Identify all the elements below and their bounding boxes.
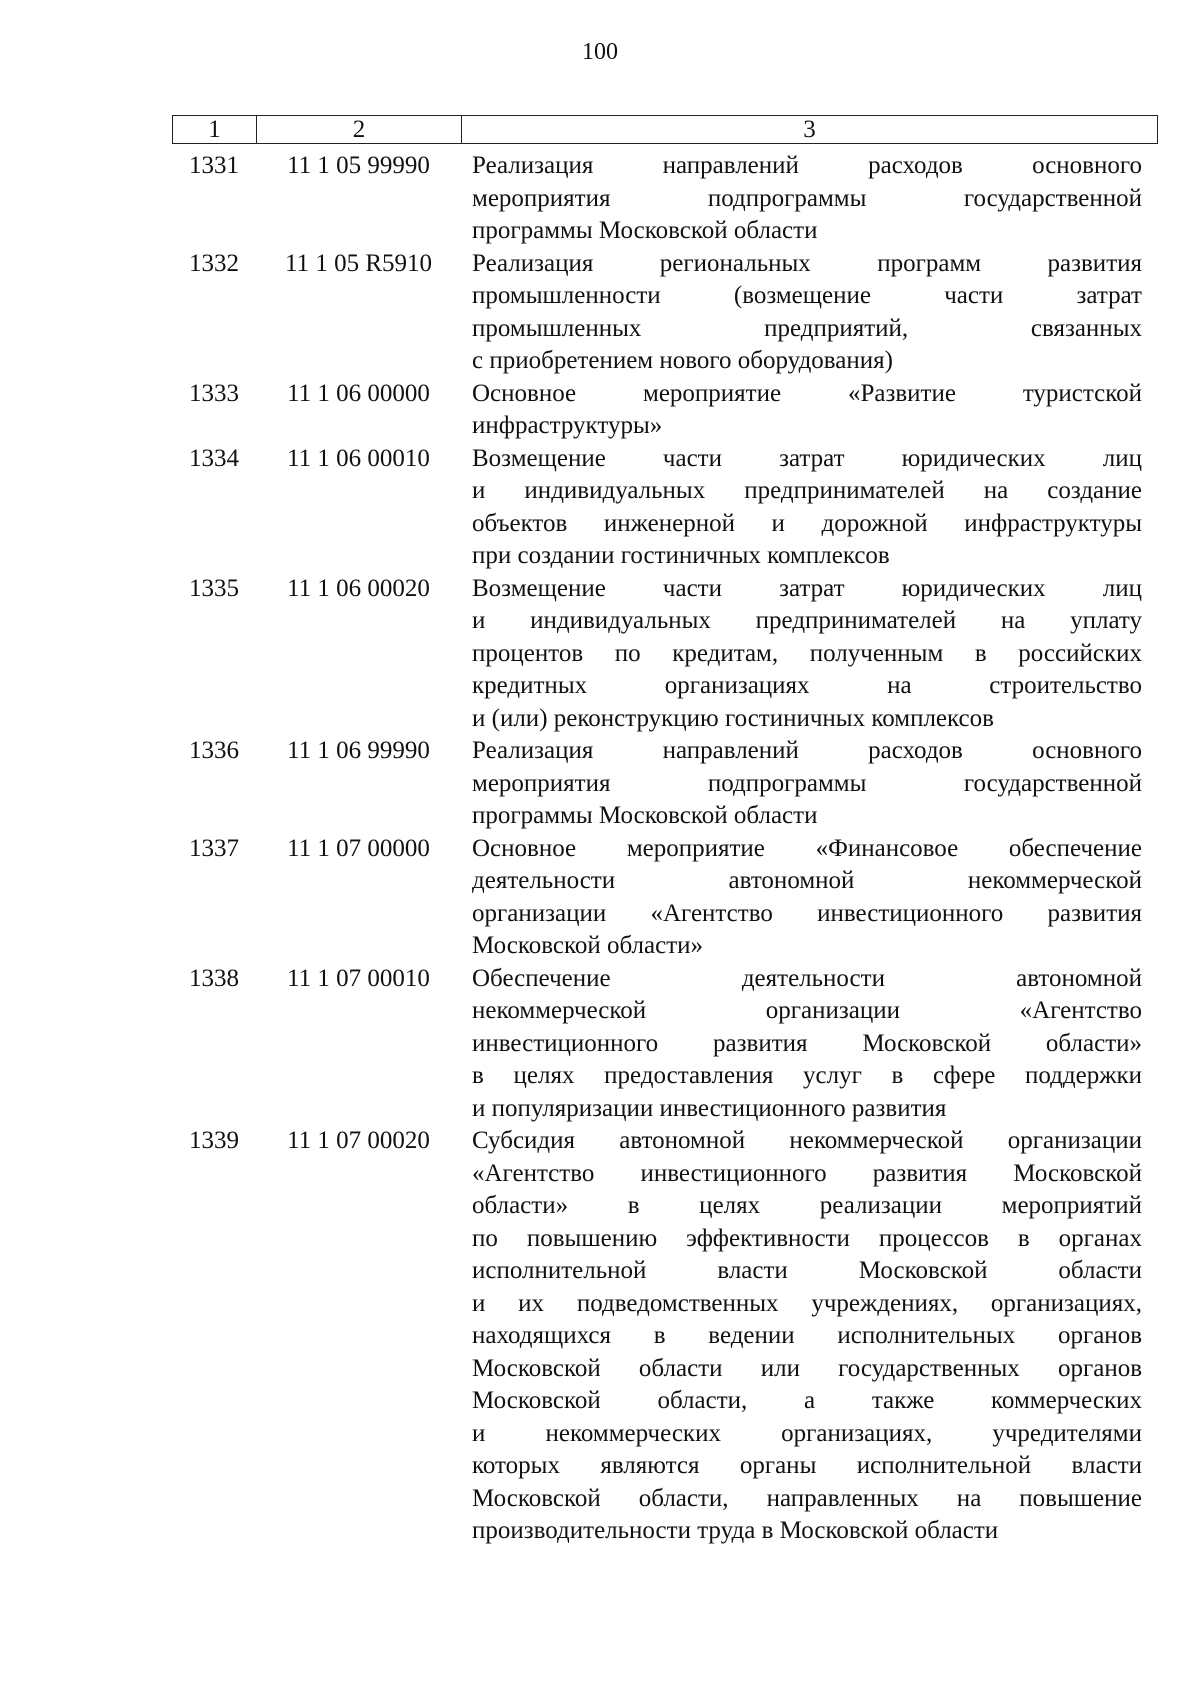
row-code: 11 1 06 00000 bbox=[287, 379, 430, 407]
row-description bbox=[472, 248, 1142, 378]
description-line: объектов инженерной и дорожной инфраструктуры bbox=[472, 509, 1142, 537]
description-line: по повышению эффективности процессов в органах bbox=[472, 1224, 1142, 1252]
description-line: «Агентство инвестиционного развития Московской bbox=[472, 1159, 1142, 1187]
description-line: с приобретением нового оборудования) bbox=[472, 347, 893, 374]
row-number: 1332 bbox=[189, 249, 239, 277]
header-col-3: 3 bbox=[803, 116, 816, 143]
table-row bbox=[172, 150, 1158, 248]
header-col-2: 2 bbox=[257, 116, 462, 143]
description-line: деятельности автономной некоммерческой bbox=[472, 867, 1142, 894]
row-number: 1331 bbox=[189, 152, 239, 179]
header-col-1: 1 bbox=[173, 116, 257, 143]
row-number: 1334 bbox=[189, 444, 239, 472]
description-line: промышленности (возмещение части затрат bbox=[472, 282, 1142, 309]
description-line: находящихся в ведении исполнительных органов bbox=[472, 1322, 1142, 1349]
row-description bbox=[472, 735, 1142, 833]
description-line: Московской области, а также коммерческих bbox=[472, 1387, 1142, 1414]
description-line: Возмещение части затрат юридических лиц bbox=[472, 574, 1142, 602]
description-line: мероприятия подпрограммы государственной bbox=[472, 769, 1142, 797]
row-number: 1337 bbox=[189, 834, 239, 862]
table-header bbox=[172, 115, 1158, 144]
description-line: исполнительной власти Московской области bbox=[472, 1257, 1142, 1284]
row-description bbox=[472, 443, 1142, 573]
description-line: Реализация направлений расходов основного bbox=[472, 737, 1142, 764]
row-number: 1333 bbox=[189, 379, 239, 407]
description-line: программы Московской области bbox=[472, 217, 818, 244]
description-line: в целях предоставления услуг в сфере поддержки bbox=[472, 1062, 1142, 1089]
table-row bbox=[172, 735, 1158, 833]
description-line: и их подведомственных учреждениях, организациях, bbox=[472, 1289, 1142, 1317]
description-line: и некоммерческих организациях, учредителями bbox=[472, 1419, 1142, 1447]
row-number: 1338 bbox=[189, 964, 239, 992]
row-code: 11 1 07 00010 bbox=[287, 964, 430, 992]
description-line: при создании гостиничных комплексов bbox=[472, 542, 890, 569]
description-line: кредитных организациях на строительство bbox=[472, 672, 1142, 699]
description-line: и индивидуальных предпринимателей на создание bbox=[472, 477, 1142, 504]
row-description bbox=[472, 573, 1142, 736]
description-line: Возмещение части затрат юридических лиц bbox=[472, 444, 1142, 472]
description-line: Реализация направлений расходов основного bbox=[472, 152, 1142, 179]
description-line: Московской области или государственных органов bbox=[472, 1354, 1142, 1382]
description-line: Обеспечение деятельности автономной bbox=[472, 964, 1142, 992]
description-line: инфраструктуры» bbox=[472, 412, 663, 439]
description-line: Реализация региональных программ развития bbox=[472, 249, 1142, 277]
row-code: 11 1 07 00000 bbox=[287, 834, 430, 862]
table-row bbox=[172, 1125, 1158, 1548]
row-number: 1336 bbox=[189, 737, 239, 764]
row-code: 11 1 06 99990 bbox=[287, 737, 430, 764]
row-code: 11 1 06 00020 bbox=[287, 574, 430, 602]
description-line: Субсидия автономной некоммерческой организации bbox=[472, 1127, 1142, 1154]
row-code: 11 1 05 99990 bbox=[287, 152, 430, 179]
description-line: и популяризации инвестиционного развития bbox=[472, 1094, 947, 1122]
row-code: 11 1 07 00020 bbox=[287, 1127, 430, 1154]
description-line: мероприятия подпрограммы государственной bbox=[472, 184, 1142, 212]
table-body bbox=[172, 150, 1158, 1548]
description-line: промышленных предприятий, связанных bbox=[472, 314, 1142, 342]
row-description bbox=[472, 963, 1142, 1126]
row-description bbox=[472, 378, 1142, 443]
row-number: 1339 bbox=[189, 1127, 239, 1154]
description-line: области» в целях реализации мероприятий bbox=[472, 1192, 1142, 1219]
row-description bbox=[472, 150, 1142, 248]
row-number: 1335 bbox=[189, 574, 239, 602]
description-line: производительности труда в Московской области bbox=[472, 1517, 999, 1544]
description-line: инвестиционного развития Московской области» bbox=[472, 1029, 1142, 1057]
table-row bbox=[172, 443, 1158, 573]
description-line: и индивидуальных предпринимателей на уплату bbox=[472, 607, 1142, 634]
description-line: некоммерческой организации «Агентство bbox=[472, 997, 1142, 1024]
description-line: Московской области, направленных на повышение bbox=[472, 1484, 1142, 1512]
description-line: Основное мероприятие «Развитие туристской bbox=[472, 379, 1142, 407]
table-row bbox=[172, 248, 1158, 378]
description-line: Основное мероприятие «Финансовое обеспечение bbox=[472, 834, 1142, 862]
page-number: 100 bbox=[582, 39, 618, 65]
table-row bbox=[172, 573, 1158, 736]
description-line: программы Московской области bbox=[472, 802, 818, 829]
description-line: процентов по кредитам, полученным в российских bbox=[472, 639, 1142, 667]
description-line: и (или) реконструкцию гостиничных комплексов bbox=[472, 704, 994, 732]
row-code: 11 1 06 00010 bbox=[287, 444, 430, 472]
row-description bbox=[472, 1125, 1142, 1548]
description-line: организации «Агентство инвестиционного развития bbox=[472, 899, 1142, 927]
table-row bbox=[172, 963, 1158, 1126]
table-row bbox=[172, 833, 1158, 963]
description-line: Московской области» bbox=[472, 932, 704, 959]
table-row bbox=[172, 378, 1158, 443]
row-code: 11 1 05 R5910 bbox=[285, 249, 432, 277]
row-description bbox=[472, 833, 1142, 963]
description-line: которых являются органы исполнительной власти bbox=[472, 1452, 1142, 1479]
